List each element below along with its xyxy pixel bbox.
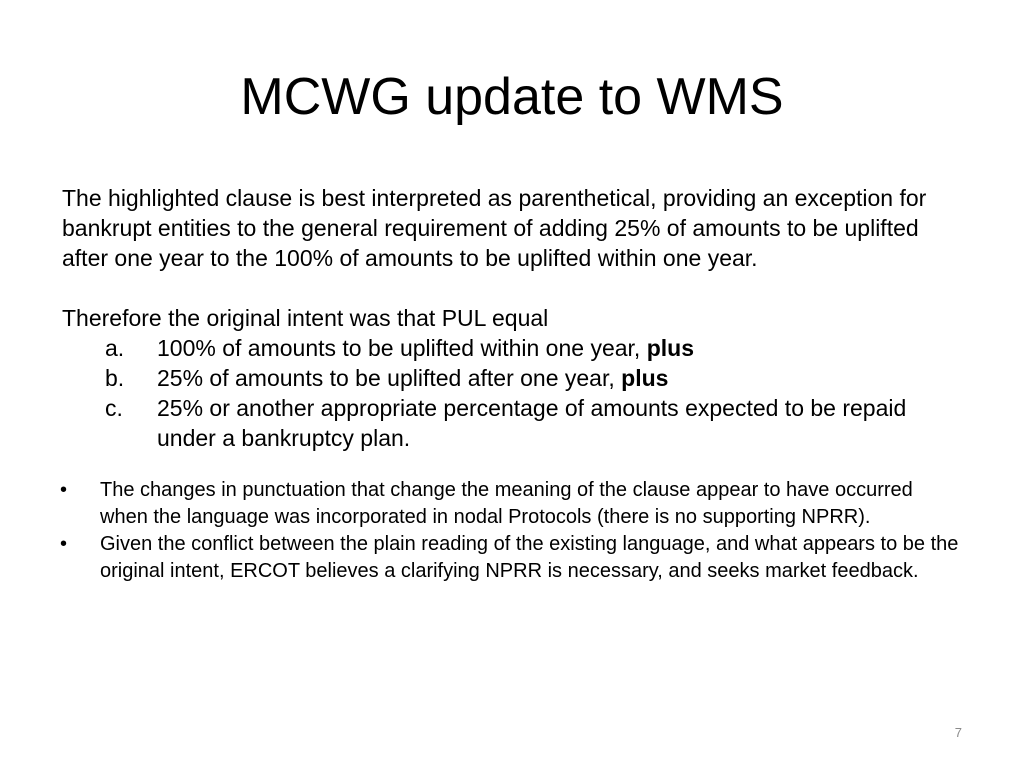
intent-item-c	[62, 393, 962, 453]
intent-list	[62, 333, 962, 453]
bullet-text: The changes in punctuation that change the meaning of the clause appear to have occurred when the language was incorporated in nodal Protocols (there is no supporting NPRR).	[100, 479, 913, 528]
intent-item-text: 25% of amounts to be uplifted after one year,	[157, 365, 622, 391]
bullet-list	[62, 477, 962, 585]
bullet-item	[62, 531, 962, 585]
paragraph-parenthetical: The highlighted clause is best interpreted as parenthetical, providing an exception for bankrupt entities to the general requirement of adding 25% of amounts to be uplifted after one year to the 100% of amounts to be uplifted within one year.	[62, 185, 927, 271]
intent-intro: Therefore the original intent was that PUL equal	[62, 305, 549, 331]
list-marker: a.	[105, 335, 125, 361]
slide-body	[62, 183, 962, 585]
slide-number: 7	[954, 725, 962, 740]
intent-item-text: 100% of amounts to be uplifted within one year,	[157, 335, 647, 361]
intent-item-emphasis: plus	[646, 335, 694, 361]
intent-item-emphasis: plus	[621, 365, 669, 391]
bullet-icon: •	[60, 533, 68, 555]
intent-section	[62, 303, 962, 453]
list-marker: b.	[105, 365, 125, 391]
bullet-text: Given the conflict between the plain reading of the existing language, and what appears to be the original intent, ERCOT believes a clarifying NPRR is necessary, and seeks market feedback.	[100, 533, 959, 582]
intent-item-text: 25% or another appropriate percentage of amounts expected to be repaid under a bankruptcy plan.	[157, 395, 907, 451]
bullet-icon: •	[60, 479, 68, 501]
list-marker: c.	[105, 395, 123, 421]
bullet-item	[62, 477, 962, 531]
slide-title: MCWG update to WMS	[240, 68, 784, 126]
intent-item-a	[62, 333, 962, 363]
intent-item-b	[62, 363, 962, 393]
